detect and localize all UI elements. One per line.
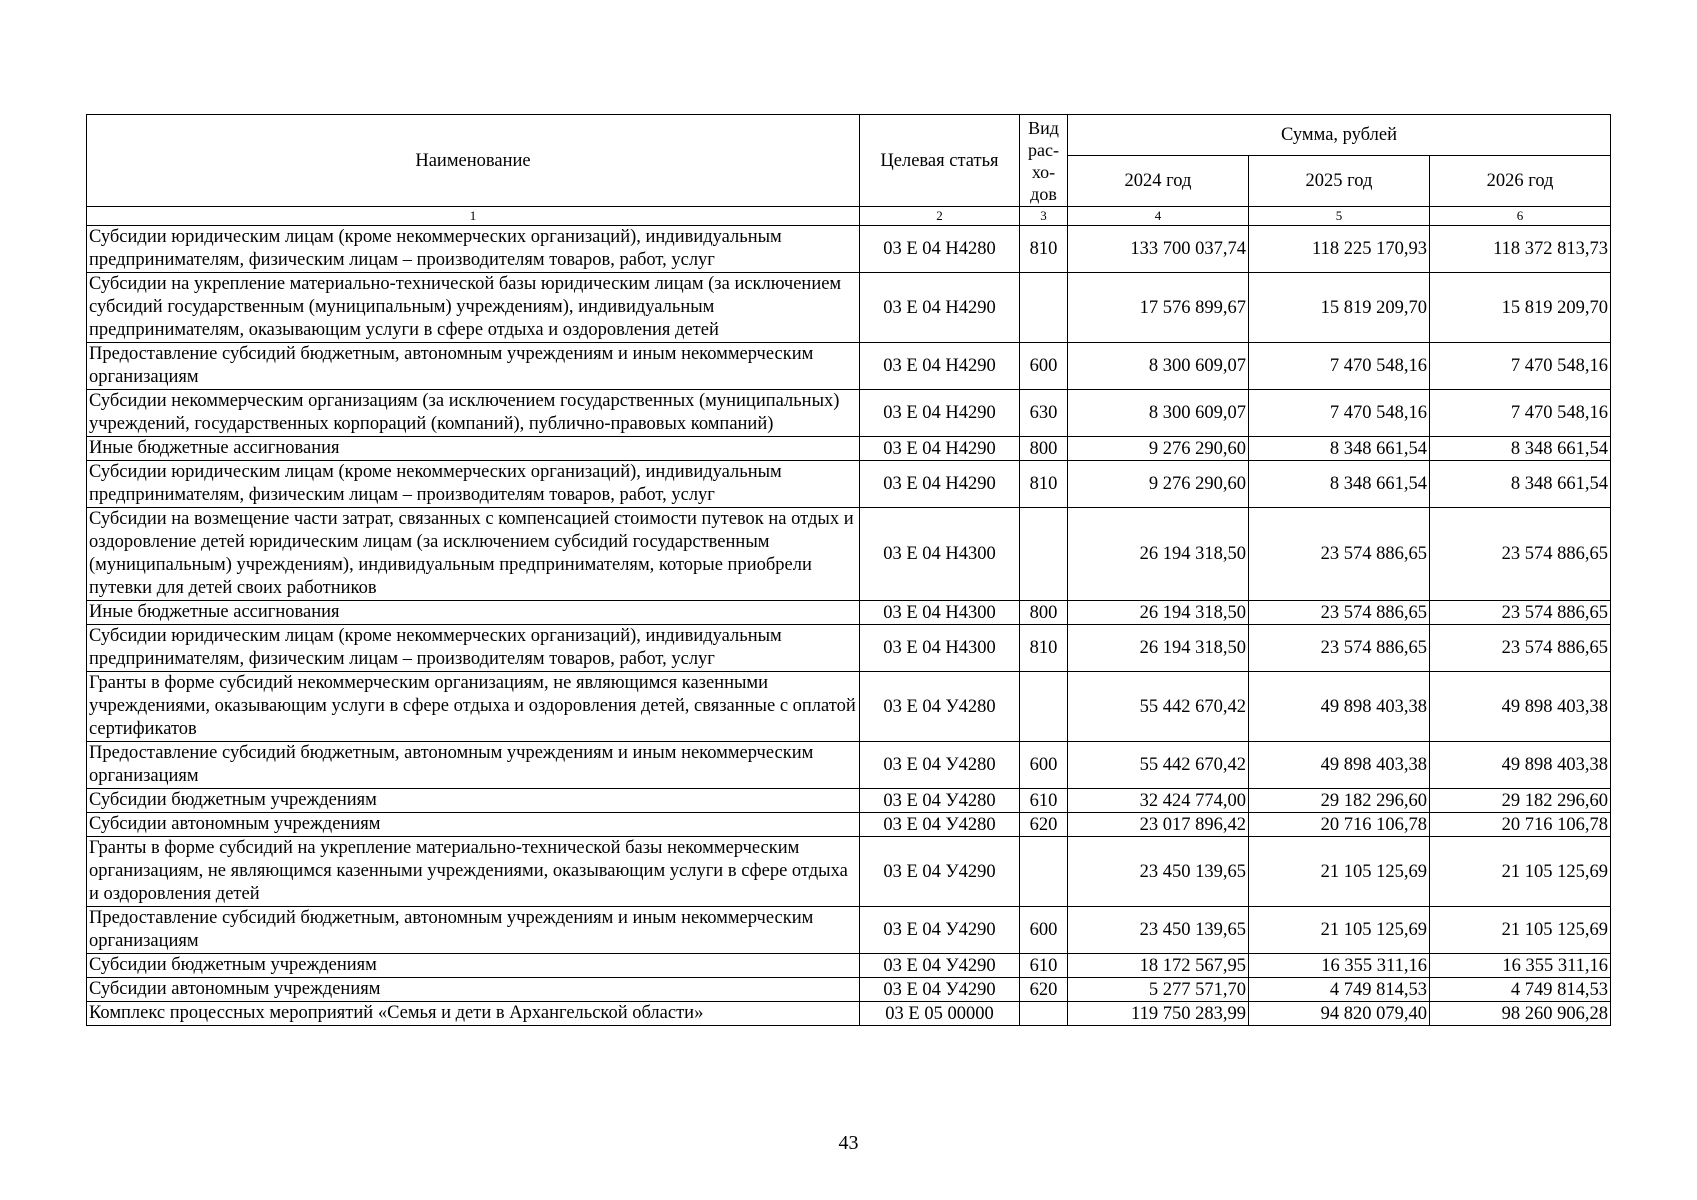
row-sum-2025: 49 898 403,38 [1249,672,1430,742]
row-name: Субсидии бюджетным учреждениям [87,789,860,813]
table-row [87,437,1611,461]
table-row [87,461,1611,508]
row-sum-2026: 118 372 813,73 [1430,226,1611,273]
row-target-article: 03 Е 04 У4290 [860,954,1020,978]
row-sum-2025: 23 574 886,65 [1249,508,1430,601]
row-sum-2024: 26 194 318,50 [1068,601,1249,625]
column-number: 4 [1068,207,1249,226]
row-sum-2024: 133 700 037,74 [1068,226,1249,273]
row-sum-2024: 17 576 899,67 [1068,273,1249,343]
row-sum-2026: 8 348 661,54 [1430,437,1611,461]
row-sum-2026: 15 819 209,70 [1430,273,1611,343]
table-row [87,273,1611,343]
row-expense-type [1020,508,1068,601]
table-row [87,954,1611,978]
header-expense-type: Вид рас-хо-дов [1020,115,1068,207]
row-target-article: 03 Е 04 Н4300 [860,601,1020,625]
row-sum-2024: 119 750 283,99 [1068,1002,1249,1026]
row-name: Предоставление субсидий бюджетным, автономным учреждениям и иным некоммерческим организациям [87,742,860,789]
row-sum-2025: 8 348 661,54 [1249,461,1430,508]
row-target-article: 03 Е 04 Н4300 [860,508,1020,601]
row-expense-type: 610 [1020,954,1068,978]
row-expense-type: 800 [1020,601,1068,625]
row-target-article: 03 Е 04 У4290 [860,978,1020,1002]
row-sum-2025: 21 105 125,69 [1249,907,1430,954]
row-sum-2025: 7 470 548,16 [1249,390,1430,437]
table-row [87,813,1611,837]
table-body [87,226,1611,1026]
row-sum-2025: 23 574 886,65 [1249,625,1430,672]
column-number: 2 [860,207,1020,226]
row-sum-2026: 29 182 296,60 [1430,789,1611,813]
row-target-article: 03 Е 04 У4290 [860,837,1020,907]
row-expense-type: 600 [1020,907,1068,954]
row-sum-2025: 29 182 296,60 [1249,789,1430,813]
row-sum-2025: 49 898 403,38 [1249,742,1430,789]
row-sum-2024: 32 424 774,00 [1068,789,1249,813]
table-row [87,601,1611,625]
row-sum-2025: 8 348 661,54 [1249,437,1430,461]
row-sum-2025: 7 470 548,16 [1249,343,1430,390]
row-sum-2024: 18 172 567,95 [1068,954,1249,978]
row-sum-2026: 21 105 125,69 [1430,907,1611,954]
row-expense-type: 610 [1020,789,1068,813]
page-number: 43 [838,1132,859,1154]
row-name: Субсидии на возмещение части затрат, связанных с компенсацией стоимости путевок на отдых и оздоровление детей юридическим лицам (за исключением субсидий государственным (муниципальным) учреждениям), индивидуальным предпринимателям, которые приобрели путевки для детей своих работников [87,508,860,601]
row-sum-2024: 23 450 139,65 [1068,837,1249,907]
row-expense-type: 810 [1020,625,1068,672]
row-sum-2026: 23 574 886,65 [1430,625,1611,672]
row-sum-2025: 20 716 106,78 [1249,813,1430,837]
row-sum-2024: 26 194 318,50 [1068,508,1249,601]
row-name: Субсидии некоммерческим организациям (за исключением государственных (муниципальных) учреждений, государственных корпораций (компаний), публично-правовых компаний) [87,390,860,437]
row-sum-2026: 23 574 886,65 [1430,508,1611,601]
row-target-article: 03 Е 04 Н4290 [860,437,1020,461]
table-row [87,837,1611,907]
table-row [87,343,1611,390]
table-row [87,390,1611,437]
row-sum-2026: 20 716 106,78 [1430,813,1611,837]
table-row [87,508,1611,601]
row-sum-2025: 16 355 311,16 [1249,954,1430,978]
header-sum: Сумма, рублей [1068,115,1611,156]
row-sum-2025: 94 820 079,40 [1249,1002,1430,1026]
row-target-article: 03 Е 04 Н4290 [860,273,1020,343]
row-sum-2024: 23 017 896,42 [1068,813,1249,837]
header-year-2024: 2024 год [1068,156,1249,207]
row-target-article: 03 Е 04 Н4300 [860,625,1020,672]
row-target-article: 03 Е 04 Н4290 [860,390,1020,437]
row-sum-2026: 4 749 814,53 [1430,978,1611,1002]
row-target-article: 03 Е 05 00000 [860,1002,1020,1026]
row-sum-2024: 9 276 290,60 [1068,437,1249,461]
table-row [87,672,1611,742]
row-sum-2026: 21 105 125,69 [1430,837,1611,907]
table-row [87,625,1611,672]
row-expense-type [1020,837,1068,907]
row-target-article: 03 Е 04 У4280 [860,789,1020,813]
row-expense-type: 630 [1020,390,1068,437]
column-number: 6 [1430,207,1611,226]
row-name: Комплекс процессных мероприятий «Семья и дети в Архангельской области» [87,1002,860,1026]
table-row [87,226,1611,273]
row-name: Иные бюджетные ассигнования [87,437,860,461]
column-number: 1 [87,207,860,226]
row-expense-type: 620 [1020,978,1068,1002]
header-target-article: Целевая статья [860,115,1020,207]
row-sum-2026: 8 348 661,54 [1430,461,1611,508]
row-sum-2026: 23 574 886,65 [1430,601,1611,625]
row-sum-2025: 21 105 125,69 [1249,837,1430,907]
header-year-2025: 2025 год [1249,156,1430,207]
row-sum-2026: 7 470 548,16 [1430,343,1611,390]
row-sum-2025: 15 819 209,70 [1249,273,1430,343]
row-sum-2024: 8 300 609,07 [1068,390,1249,437]
row-expense-type: 600 [1020,742,1068,789]
column-number: 5 [1249,207,1430,226]
row-name: Субсидии юридическим лицам (кроме некоммерческих организаций), индивидуальным предпринимателям, физическим лицам – производителям товаров, работ, услуг [87,625,860,672]
budget-table [86,114,1611,1026]
row-expense-type: 800 [1020,437,1068,461]
row-name: Предоставление субсидий бюджетным, автономным учреждениям и иным некоммерческим организациям [87,907,860,954]
table-header [87,115,1611,226]
row-sum-2024: 26 194 318,50 [1068,625,1249,672]
row-sum-2024: 9 276 290,60 [1068,461,1249,508]
header-name: Наименование [87,115,860,207]
row-target-article: 03 Е 04 У4280 [860,742,1020,789]
row-sum-2024: 23 450 139,65 [1068,907,1249,954]
row-sum-2024: 55 442 670,42 [1068,672,1249,742]
row-name: Субсидии на укрепление материально-технической базы юридическим лицам (за исключением субсидий государственным (муниципальным) учреждениям), индивидуальным предпринимателям, оказывающим услуги в сфере отдыха и оздоровления детей [87,273,860,343]
row-sum-2024: 5 277 571,70 [1068,978,1249,1002]
row-target-article: 03 Е 04 У4280 [860,672,1020,742]
row-expense-type [1020,273,1068,343]
row-sum-2026: 7 470 548,16 [1430,390,1611,437]
row-sum-2024: 55 442 670,42 [1068,742,1249,789]
row-name: Субсидии автономным учреждениям [87,978,860,1002]
row-name: Субсидии бюджетным учреждениям [87,954,860,978]
row-sum-2026: 98 260 906,28 [1430,1002,1611,1026]
row-expense-type [1020,1002,1068,1026]
row-name: Субсидии юридическим лицам (кроме некоммерческих организаций), индивидуальным предпринимателям, физическим лицам – производителям товаров, работ, услуг [87,461,860,508]
row-target-article: 03 Е 04 Н4280 [860,226,1020,273]
row-expense-type: 600 [1020,343,1068,390]
row-target-article: 03 Е 04 У4290 [860,907,1020,954]
row-sum-2026: 49 898 403,38 [1430,742,1611,789]
row-name: Субсидии юридическим лицам (кроме некоммерческих организаций), индивидуальным предпринимателям, физическим лицам – производителям товаров, работ, услуг [87,226,860,273]
row-expense-type [1020,672,1068,742]
table-row [87,789,1611,813]
table-row [87,742,1611,789]
row-target-article: 03 Е 04 У4280 [860,813,1020,837]
row-name: Субсидии автономным учреждениям [87,813,860,837]
row-expense-type: 810 [1020,226,1068,273]
table-row [87,978,1611,1002]
row-name: Гранты в форме субсидий некоммерческим организациям, не являющимся казенными учреждениями, оказывающим услуги в сфере отдыха и оздоровления детей, связанные с оплатой сертификатов [87,672,860,742]
header-year-2026: 2026 год [1430,156,1611,207]
row-target-article: 03 Е 04 Н4290 [860,343,1020,390]
table-row [87,1002,1611,1026]
row-sum-2026: 49 898 403,38 [1430,672,1611,742]
row-sum-2025: 118 225 170,93 [1249,226,1430,273]
row-sum-2024: 8 300 609,07 [1068,343,1249,390]
row-name: Гранты в форме субсидий на укрепление материально-технической базы некоммерческим организациям, не являющимся казенными учреждениями, оказывающим услуги в сфере отдыха и оздоровления детей [87,837,860,907]
table-row [87,907,1611,954]
row-sum-2025: 23 574 886,65 [1249,601,1430,625]
row-name: Предоставление субсидий бюджетным, автономным учреждениям и иным некоммерческим организациям [87,343,860,390]
row-expense-type: 620 [1020,813,1068,837]
row-sum-2026: 16 355 311,16 [1430,954,1611,978]
row-sum-2025: 4 749 814,53 [1249,978,1430,1002]
row-expense-type: 810 [1020,461,1068,508]
row-name: Иные бюджетные ассигнования [87,601,860,625]
row-target-article: 03 Е 04 Н4290 [860,461,1020,508]
column-number: 3 [1020,207,1068,226]
